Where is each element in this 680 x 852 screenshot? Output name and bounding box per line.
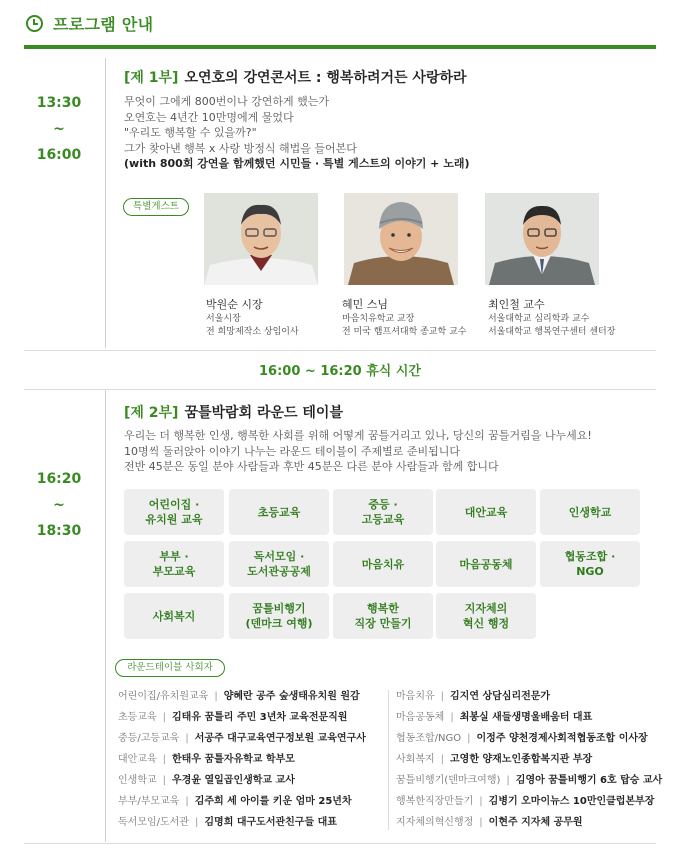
- break-time-label: 16:00 ~ 16:20 휴식 시간: [259, 364, 421, 379]
- part1-line: 오연호는 4년간 10만명에게 물었다: [124, 110, 294, 124]
- host-name: 양혜란 공주 숲생태유치원 원감: [223, 691, 360, 702]
- host-list-right: [396, 686, 662, 833]
- guest-info-line: 서울대학교 행복연구센터 센터장: [488, 327, 616, 337]
- separator: |: [195, 817, 199, 828]
- roundtable-topic: 마음치유: [333, 541, 433, 587]
- program-header: [26, 12, 153, 35]
- guest-info: [342, 313, 466, 339]
- host-category: 마음공동체: [396, 712, 445, 723]
- guest-photo-park: [204, 193, 318, 285]
- part1-description: [124, 94, 470, 172]
- roundtable-topic: 마음공동체: [436, 541, 536, 587]
- host-name: 이정주 양천경제사회적협동조합 이사장: [476, 733, 648, 744]
- roundtable-topic: 독서모임 · 도서관공공제: [229, 541, 329, 587]
- host-row: [118, 770, 366, 791]
- guest-name: 박원순 시장: [206, 298, 263, 311]
- separator: |: [214, 691, 218, 702]
- host-name: 김지연 상담심리전문가: [450, 691, 551, 702]
- host-row: [118, 749, 366, 770]
- host-row: [396, 728, 662, 749]
- part1-title-text: 오연호의 강연콘서트 : 행복하려거든 사랑하라: [184, 70, 467, 86]
- host-row: [118, 728, 366, 749]
- host-category: 협동조합/NGO: [396, 733, 462, 744]
- roundtable-topic: 꿈틀비행기 (덴마크 여행): [229, 593, 329, 639]
- guest-name: 혜민 스님: [342, 298, 389, 311]
- separator: |: [162, 754, 167, 765]
- host-category: 행복한직장만들기: [396, 796, 474, 807]
- roundtable-topic: 사회복지: [124, 593, 224, 639]
- bottom-divider: [24, 843, 656, 844]
- separator: |: [162, 775, 167, 786]
- guest-name: 최인철 교수: [488, 298, 545, 311]
- separator: |: [479, 796, 483, 807]
- roundtable-topic: 인생학교: [540, 489, 640, 535]
- guest-info-line: 서울시장: [206, 314, 241, 324]
- part2-divider: [105, 390, 106, 842]
- host-name: 김병기 오마이뉴스 10만인클럽본부장: [488, 796, 655, 807]
- roundtable-topic: 지자체의 혁신 행정: [436, 593, 536, 639]
- break-top-divider: [24, 350, 656, 351]
- break-bottom-divider: [24, 389, 656, 390]
- host-row: [118, 707, 366, 728]
- host-category: 사회복지: [396, 754, 435, 765]
- part1-line: 무엇이 그에게 800번이나 강연하게 했는가: [124, 95, 329, 108]
- host-name: 고영한 양재노인종합복지관 부장: [450, 754, 593, 765]
- host-category: 마음치유: [396, 691, 435, 702]
- page-title: 프로그램 안내: [53, 15, 154, 34]
- separator: |: [440, 754, 445, 765]
- part2-line: 10명씩 둘러앉아 이야기 나누는 라운드 테이블이 주제별로 준비됩니다: [124, 444, 460, 458]
- host-row: [396, 812, 662, 833]
- host-name: 김태유 꿈틀리 주민 3년차 교육전문직원: [172, 712, 348, 723]
- roundtable-topic: 중등 · 고등교육: [333, 489, 433, 535]
- host-row: [396, 770, 662, 791]
- guest-photo-haemin: [344, 193, 458, 285]
- roundtable-topic: 대안교육: [436, 489, 536, 535]
- special-guest-pill: 특별게스트: [123, 198, 189, 216]
- host-category: 지자체의혁신행정: [396, 817, 474, 828]
- guest-info-line: 서울대학교 심리학과 교수: [488, 314, 590, 324]
- part2-tag: [제 2부]: [124, 405, 179, 421]
- host-category: 초등교육: [118, 712, 157, 723]
- host-row: [396, 707, 662, 728]
- host-category: 부부/부모교육: [118, 796, 180, 807]
- part1-time-end: 16:00: [36, 147, 82, 163]
- separator: |: [450, 712, 454, 723]
- roundtable-host-pill: 라운드테이블 사회자: [115, 659, 225, 677]
- clock-icon: [26, 15, 43, 32]
- part2-description: [124, 428, 592, 475]
- host-category: 인생학교: [118, 775, 157, 786]
- host-row: [396, 791, 662, 812]
- part2-line: 전반 45분은 동일 분야 사람들과 후반 45분은 다른 분야 사람들과 함께 합니다: [124, 460, 499, 473]
- guest-info: [488, 313, 615, 339]
- host-name: 김주희 세 아이를 키운 엄마 25년차: [194, 796, 352, 807]
- roundtable-topic: 부부 · 부모교육: [124, 541, 224, 587]
- part2-title: [124, 402, 343, 422]
- separator: |: [440, 691, 445, 702]
- host-row: [396, 749, 662, 770]
- host-name: 최봉실 새들생명울배움터 대표: [459, 712, 593, 723]
- guest-photo-choi: [485, 193, 599, 285]
- host-name: 우경윤 열일곱인생학교 교사: [172, 775, 295, 786]
- host-category: 대안교육: [118, 754, 157, 765]
- part1-tag: [제 1부]: [124, 70, 179, 86]
- part2-time: [24, 466, 94, 544]
- roundtable-topic: 초등교육: [229, 489, 329, 535]
- part1-line: 그가 찾아낸 행복 x 사랑 방정식 해법을 들어본다: [124, 141, 357, 155]
- host-category: 꿈틀비행기(덴마크여행): [396, 775, 501, 786]
- host-category: 중등/고등교육: [118, 733, 180, 744]
- separator: |: [467, 733, 471, 744]
- part1-time: [24, 90, 94, 168]
- host-row: [396, 686, 662, 707]
- host-column-divider: [388, 690, 389, 830]
- part1-line: "우리도 행복할 수 있을까?": [124, 126, 257, 139]
- guest-info-line: 마음치유학교 교장: [342, 314, 415, 324]
- separator: |: [506, 775, 510, 786]
- part2-time-sep: ~: [53, 497, 65, 513]
- part2-line: 우리는 더 행복한 인생, 행복한 사회를 위해 어떻게 꿈틀거리고 있나, 당신의 꿈틀거림을 나누세요!: [124, 429, 592, 442]
- roundtable-topic: 협동조합 · NGO: [540, 541, 640, 587]
- part1-time-start: 13:30: [36, 95, 82, 111]
- part2-time-end: 18:30: [36, 523, 82, 539]
- host-name: 이현주 지자체 공무원: [488, 817, 583, 828]
- header-divider: [24, 45, 656, 49]
- roundtable-topic: 행복한 직장 만들기: [333, 593, 433, 639]
- host-name: 서공주 대구교육연구정보원 교육연구사: [194, 733, 366, 744]
- guest-info-line: 전 미국 햄프셔대학 종교학 교수: [342, 327, 467, 337]
- part2-title-text: 꿈틀박람회 라운드 테이블: [184, 405, 343, 421]
- part2-time-start: 16:20: [36, 471, 82, 487]
- guest-info-line: 전 희망제작소 상임이사: [206, 327, 299, 337]
- part1-title: [124, 67, 467, 87]
- host-name: 김명희 대구도서관친구들 대표: [204, 817, 337, 828]
- separator: |: [162, 712, 167, 723]
- host-category: 독서모임/도서관: [118, 817, 189, 828]
- separator: |: [479, 817, 483, 828]
- part1-time-sep: ~: [53, 121, 65, 137]
- host-row: [118, 791, 366, 812]
- host-row: [118, 686, 366, 707]
- host-row: [118, 812, 366, 833]
- host-list-left: [118, 686, 366, 833]
- separator: |: [185, 796, 189, 807]
- part1-divider: [105, 58, 106, 348]
- host-name: 김영아 꿈틀비행기 6호 탑승 교사: [515, 775, 663, 786]
- guest-info: [206, 313, 299, 339]
- separator: |: [185, 733, 189, 744]
- part1-highlight: (with 800회 강연을 함께했던 시민들 · 특별 게스트의 이야기 + 노래): [124, 157, 470, 170]
- host-category: 어린이집/유치원교육: [118, 691, 209, 702]
- roundtable-topic: 어린이집 · 유치원 교육: [124, 489, 224, 535]
- host-name: 한태우 꿈틀자유학교 학부모: [172, 754, 295, 765]
